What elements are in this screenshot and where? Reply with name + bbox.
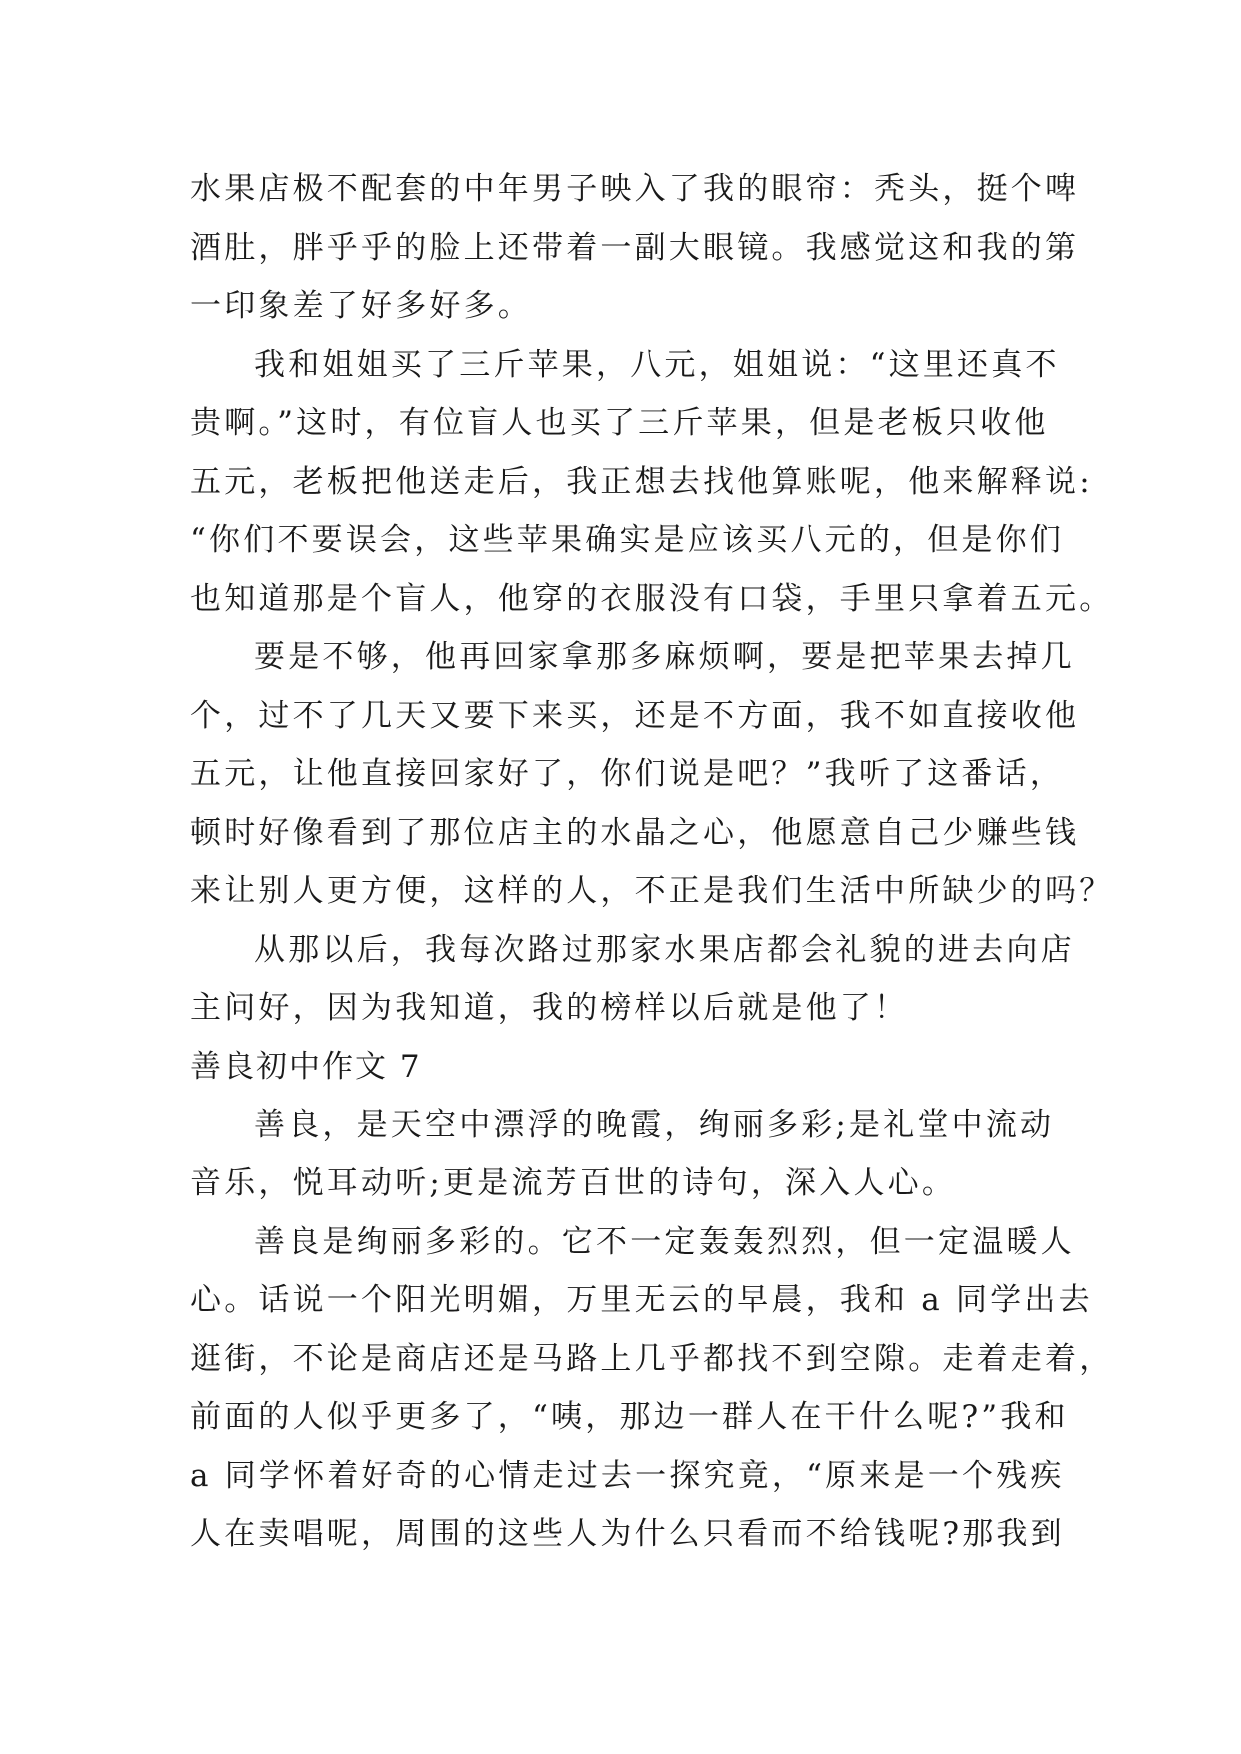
section-heading: 善良初中作文 7 bbox=[190, 1048, 422, 1085]
text-line: 五元，让他直接回家好了，你们说是吧？”我听了这番话， bbox=[190, 756, 1065, 792]
text-line: 心。话说一个阳光明媚，万里无云的早晨，我和 a 同学出去 bbox=[190, 1282, 1093, 1318]
text-line: 人在卖唱呢，周围的这些人为什么只看而不给钱呢?那我到 bbox=[190, 1516, 1065, 1552]
text-line: a 同学怀着好奇的心情走过去一探究竟，“原来是一个残疾 bbox=[190, 1457, 1065, 1494]
text-line: 前面的人似乎更多了，“咦，那边一群人在干什么呢?”我和 bbox=[190, 1399, 1069, 1435]
text-line: 主问好，因为我知道，我的榜样以后就是他了！ bbox=[190, 990, 909, 1026]
text-line: 音乐，悦耳动听;更是流芳百世的诗句，深入人心。 bbox=[190, 1165, 957, 1201]
paragraph-start-line: 要是不够，他再回家拿那多麻烦啊，要是把苹果去掉几 bbox=[254, 639, 1075, 675]
text-line: 水果店极不配套的中年男子映入了我的眼帘：秃头，挺个啤 bbox=[190, 171, 1080, 207]
text-line: 来让别人更方便，这样的人，不正是我们生活中所缺少的吗？ bbox=[190, 873, 1114, 909]
text-line: 顿时好像看到了那位店主的水晶之心，他愿意自己少赚些钱 bbox=[190, 814, 1080, 851]
text-line: 个，过不了几天又要下来买，还是不方面，我不如直接收他 bbox=[190, 697, 1080, 734]
text-line: 一印象差了好多好多。 bbox=[190, 288, 532, 324]
text-line: “你们不要误会，这些苹果确实是应该买八元的，但是你们 bbox=[190, 522, 1065, 558]
text-line: 贵啊。”这时，有位盲人也买了三斤苹果，但是老板只收他 bbox=[190, 405, 1049, 441]
text-line: 五元，老板把他送走后，我正想去找他算账呢，他来解释说: bbox=[190, 463, 1093, 500]
text-line: 也知道那是个盲人，他穿的衣服没有口袋，手里只拿着五元。 bbox=[190, 580, 1114, 617]
paragraph-start-line: 善良，是天空中漂浮的晚霞，绚丽多彩;是礼堂中流动 bbox=[254, 1106, 1055, 1143]
document-page bbox=[190, 160, 1114, 1564]
paragraph-start-line: 从那以后，我每次路过那家水果店都会礼貌的进去向店 bbox=[254, 931, 1075, 968]
text-line: 逛街，不论是商店还是马路上几乎都找不到空隙。走着走着， bbox=[190, 1340, 1114, 1377]
paragraph-start-line: 善良是绚丽多彩的。它不一定轰轰烈烈，但一定温暖人 bbox=[254, 1223, 1075, 1260]
text-line: 酒肚，胖乎乎的脸上还带着一副大眼镜。我感觉这和我的第 bbox=[190, 229, 1080, 266]
paragraph-start-line: 我和姐姐买了三斤苹果，八元，姐姐说：“这里还真不 bbox=[254, 346, 1060, 383]
